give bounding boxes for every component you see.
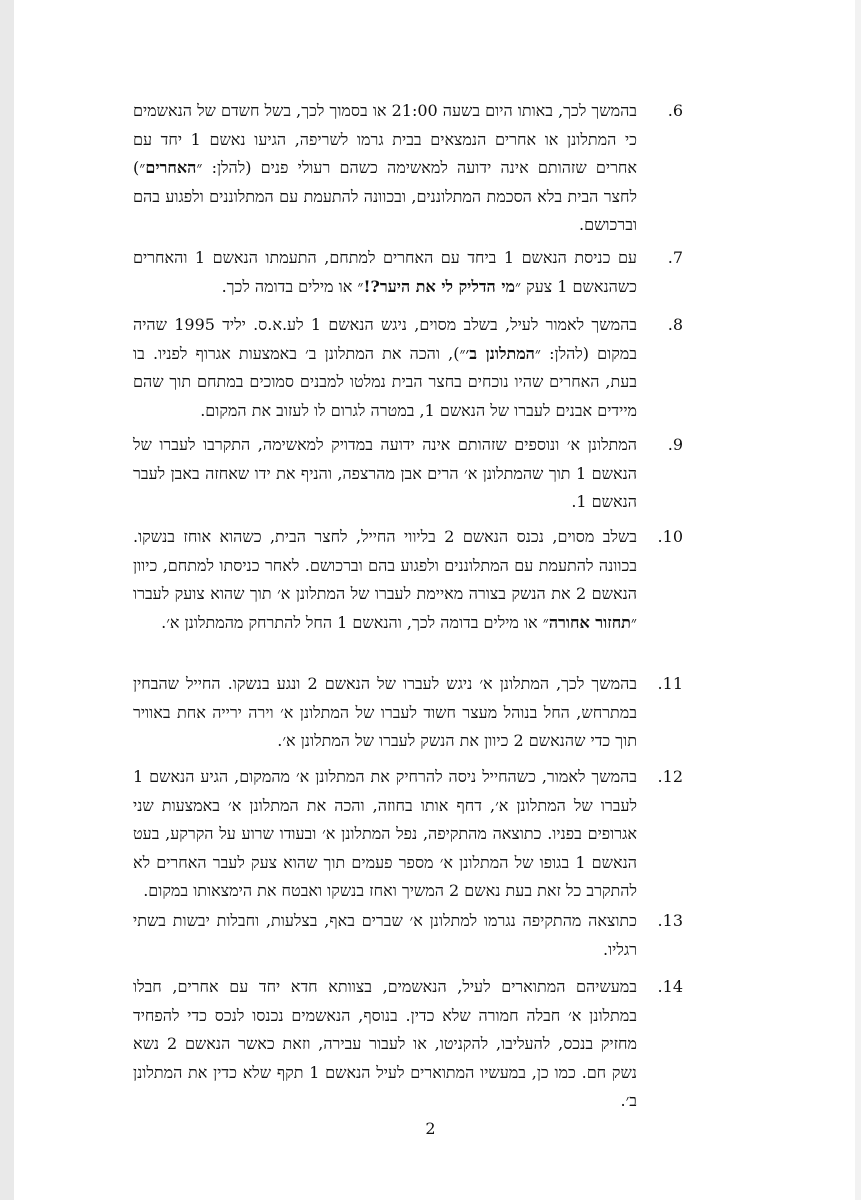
paragraph-number: .10 (657, 527, 683, 546)
paragraph-text (133, 97, 637, 240)
paragraph-text (133, 244, 637, 301)
paragraph-text (133, 431, 637, 517)
text-run: ״) לחצר הבית בלא הסכמת המתלוננים, ובכוונה להתעמת עם המתלוננים ולפגוע בהם וברכושם. (133, 158, 637, 234)
paragraph-text (133, 907, 637, 964)
text-run: בהמשך לכך, המתלונן א׳ ניגש לעברו של הנאשם 2 ונגע בנשקו. החייל שהבחין במתרחש, החל בנוהל מעצר חשוד לעברו של המתלונן א׳ וירה ירייה אחת באוויר תוך כדי שהנאשם 2 כיוון את הנשק לעברו של המתלונן א׳. (133, 674, 638, 750)
text-run: ״), והכה את המתלונן ב׳ באמצעות אגרוף לפניו. בו בעת, האחרים שהיו נוכחים בחצר הבית נמלטו למבנים סמוכים במתחם תוך שהם מיידים אבנים לעברו של הנאשם 1, במטרה לגרום לו לעזוב את המקום. (133, 343, 637, 420)
quoted-speech: מי הדליק לי את היער?! (363, 276, 515, 296)
paragraph-text (133, 670, 637, 756)
paragraph-number: .12 (657, 767, 683, 786)
paragraph-number: .9 (667, 435, 683, 454)
text-run: כתוצאה מהתקיפה נגרמו למתלונן א׳ שברים באף, בצלעות, וחבלות יבשות בשתי רגליו. (133, 911, 637, 959)
paragraph-text (133, 311, 637, 425)
text-run: ״ או מילים בדומה לכך, והנאשם 1 החל להתרחק מהמתלונן א׳. (161, 612, 549, 632)
text-run: בהמשך לכך, באותו היום בשעה 21:00 או בסמוך לכך, בשל חשדם של הנאשמים כי המתלונן או אחרים הנמצאים בבית גרמו לשריפה, הגיעו נאשם 1 יחד עם אחרים שזהותם אינה ידועה למאשימה כשהם רעולי פנים (להלן: ״ (132, 101, 637, 177)
paragraph-text (133, 523, 637, 637)
paragraph-text (133, 763, 637, 906)
paragraph-number: .13 (657, 911, 683, 930)
quoted-speech: תחזור אחורה (548, 612, 631, 632)
paragraph-text (133, 973, 637, 1116)
paragraph-number: .6 (667, 101, 683, 120)
text-run: במעשיהם המתוארים לעיל, הנאשמים, בצוותא חדא יחד עם אחרים, חבלו במתלונן א׳ חבלה חמורה שלא כדין. בנוסף, הנאשמים נכנסו לנכס כדי להפחיד מחזיק בנכס, להעליבו, להקניטו, או לעבור עבירה, וזאת כאשר הנאשם 2 נשא נשק חם. כמו כן, במעשיו המתוארים לעיל הנאשם 1 תקף שלא כדין את המתלונן ב׳. (133, 977, 638, 1110)
paragraph-number: .11 (657, 674, 683, 693)
text-run: ״ או מילים בדומה לכך. (221, 276, 364, 296)
defined-term: האחרים (145, 158, 197, 177)
text-run: המתלונן א׳ ונוספים שזהותם אינה ידועה במדויק למאשימה, התקרבו לעברו של הנאשם 1 תוך שהמתלונן א׳ הרים אבן מהרצפה, והניף את ידו שאחזה באבן לעבר הנאשם 1. (133, 435, 638, 511)
paragraph-number: .7 (667, 248, 683, 267)
page-edge (855, 0, 861, 1200)
text-run: עם כניסת הנאשם 1 ביחד עם האחרים למתחם, התעמתו הנאשם 1 והאחרים כשהנאשם 1 צעק ״ (133, 248, 637, 296)
paragraph-number: .8 (667, 315, 683, 334)
page-number: 2 (425, 1119, 436, 1138)
text-run: בהמשך לאמור, כשהחייל ניסה להרחיק את המתלונן א׳ מהמקום, הגיע הנאשם 1 לעברו של המתלונן א׳, דחף אותו בחוזה, והכה את המתלונן א׳ באמצעות שני אגרופים בפניו. כתוצאה מהתקיפה, נפל המתלונן א׳ ובעודו שרוע על הקרקע, בעט הנאשם 1 בגופו של המתלונן א׳ מספר פעמים תוך שהוא צעק לעבר האחרים לא להתקרב כל זאת בעת נאשם 2 המשיך ואחז בנשקו ואבטח את הימצאותו במקום. (133, 767, 637, 900)
page-edge (0, 0, 14, 1200)
text-run: בהמשך לאמור לעיל, בשלב מסוים, ניגש הנאשם 1 לע.א.ס. יליד 1995 שהיה במקום (להלן: ״ (133, 315, 638, 363)
text-run: בשלב מסוים, נכנס הנאשם 2 בליווי החייל, לחצר הבית, כשהוא אוחז בנשקו. בכוונה להתעמת עם המתלוננים ולפגוע בהם וברכושם. לאחר כניסתו למתחם, כיוון הנאשם 2 את הנשק בצורה מאיימת לעברו של המתלונן א׳ תוך שהוא צועק לעברו ״ (133, 527, 638, 632)
paragraph-number: .14 (657, 977, 683, 996)
defined-term: המתלונן ב׳ (465, 343, 535, 363)
